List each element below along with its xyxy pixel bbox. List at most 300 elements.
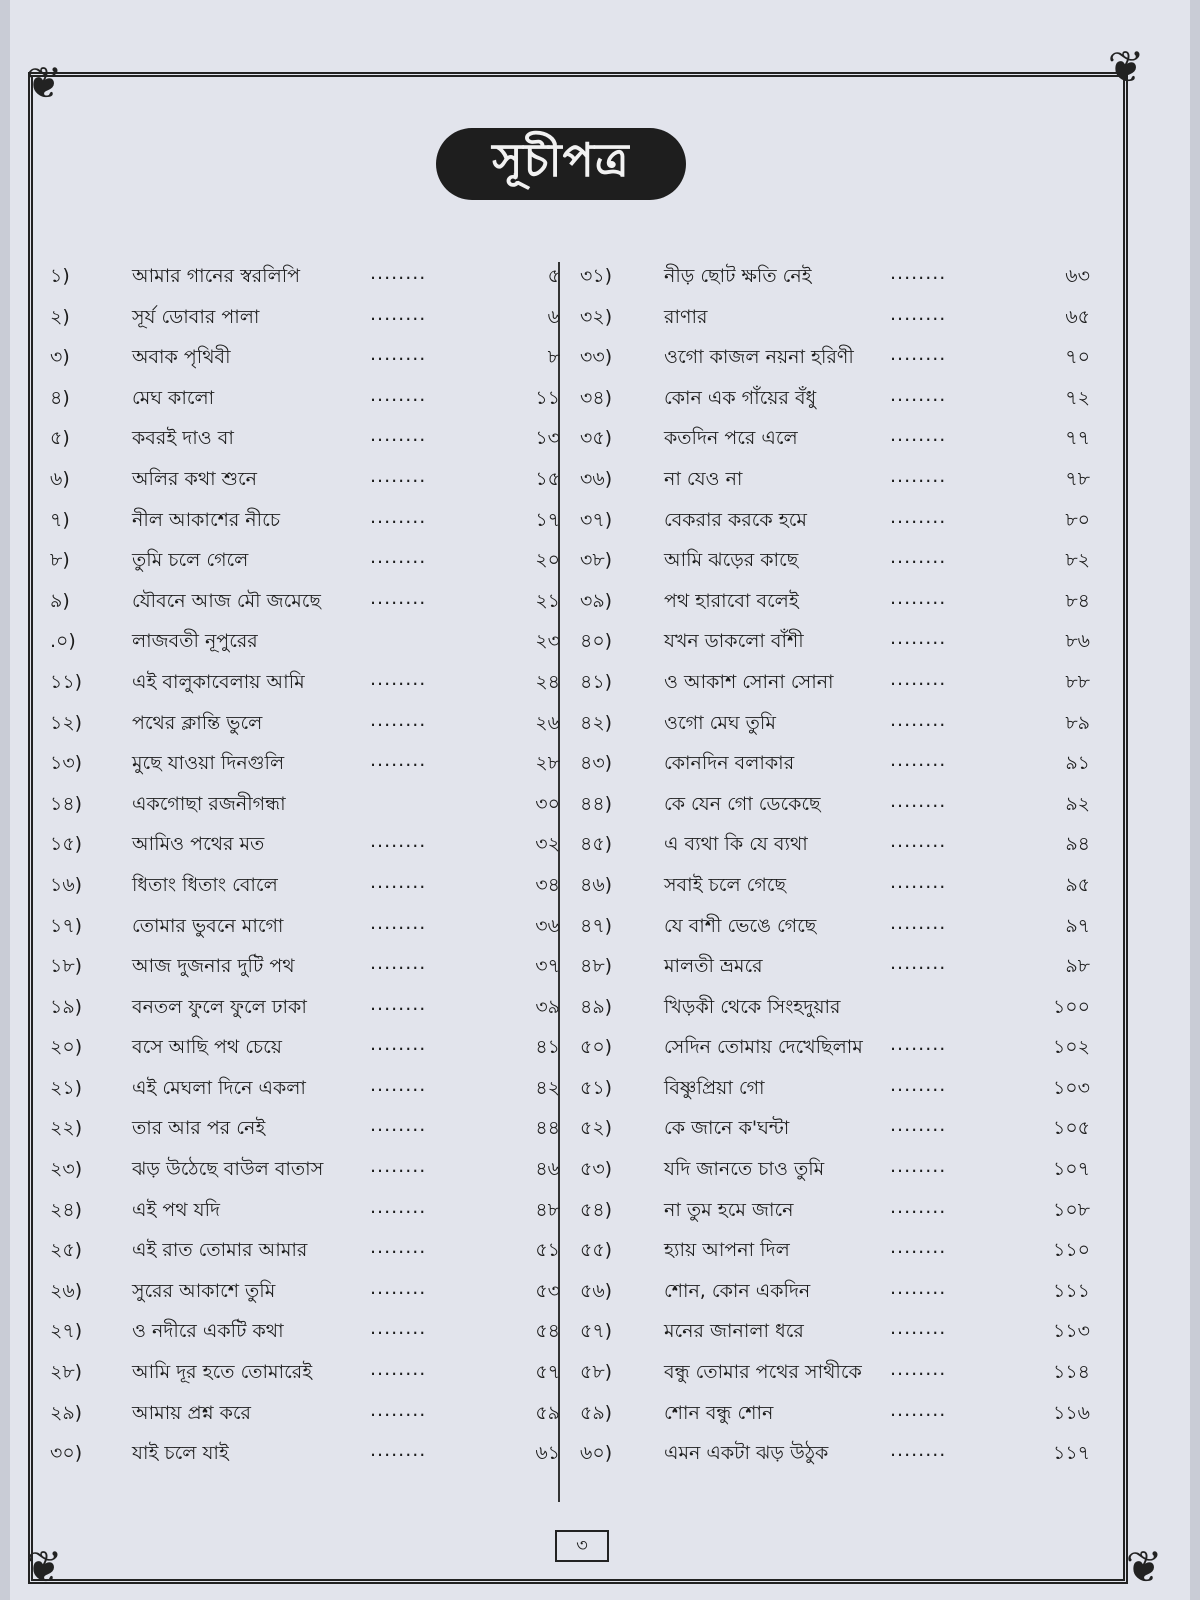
toc-entry (50, 418, 570, 459)
entry-leader-dots: ........ (370, 1073, 427, 1096)
entry-number: ১৭) (50, 914, 83, 937)
entry-title: পথ হারাবো বলেই (664, 589, 799, 612)
entry-leader-dots: ........ (370, 1195, 427, 1218)
entry-title: মুছে যাওয়া দিনগুলি (132, 752, 285, 775)
entry-page: ৩৬ (535, 914, 560, 937)
entry-page: ৬৩ (1065, 265, 1090, 287)
toc-entry (50, 297, 570, 338)
entry-title: যদি জানতে চাও তুমি (664, 1158, 825, 1181)
entry-title: আমি ঝড়ের কাছে (664, 549, 799, 572)
toc-entry (580, 1230, 1100, 1271)
book-page (10, 0, 1190, 1600)
corner-ornament-icon: ❦ (25, 58, 63, 109)
entry-leader-dots: ........ (370, 1033, 427, 1056)
toc-entry (580, 1149, 1100, 1190)
entry-title: ও নদীরে একটি কথা (132, 1320, 284, 1343)
entry-number: ৪৩) (580, 752, 613, 775)
toc-entry (50, 784, 570, 825)
entry-title: সবাই চলে গেছে (664, 873, 786, 896)
entry-number: ৫৫) (580, 1239, 613, 1262)
toc-entry (580, 1190, 1100, 1231)
entry-page: ৫৯ (535, 1401, 560, 1424)
entry-leader-dots: ........ (890, 1398, 947, 1421)
toc-entry (50, 743, 570, 784)
entry-leader-dots: ........ (370, 1155, 427, 1178)
entry-title: আমায় প্রশ্ন করে (132, 1401, 252, 1424)
entry-title: সেদিন তোমায় দেখেছিলাম (664, 1036, 863, 1059)
toc-left-column (50, 256, 570, 1474)
entry-leader-dots: ........ (890, 1155, 947, 1178)
toc-entry (50, 1108, 570, 1149)
entry-leader-dots: ........ (370, 505, 427, 528)
entry-title: তার আর পর নেই (132, 1117, 266, 1140)
toc-entry (580, 703, 1100, 744)
entry-title: ধিতাং ধিতাং বোলে (132, 873, 278, 896)
toc-entry (580, 1027, 1100, 1068)
entry-page: ১০২ (1052, 1036, 1090, 1059)
entry-leader-dots: ........ (370, 546, 427, 569)
toc-entry (50, 1352, 570, 1393)
entry-title: অবাক পৃথিবী (132, 346, 231, 369)
entry-number: ৪৭) (580, 914, 613, 937)
entry-title: বেকরার করকে হমে (664, 508, 807, 531)
entry-leader-dots: ........ (890, 464, 947, 487)
entry-leader-dots: ........ (890, 708, 947, 731)
entry-title: বসে আছি পথ চেয়ে (132, 1036, 282, 1059)
entry-number: ৩) (50, 346, 70, 369)
entry-number: ১৬) (50, 873, 83, 896)
entry-number: ৩৫) (580, 427, 613, 450)
toc-entry (580, 1352, 1100, 1393)
entry-page: ২৩ (535, 630, 560, 653)
entry-page: ১০৩ (1052, 1076, 1090, 1099)
entry-leader-dots: ........ (370, 464, 427, 487)
toc-entry (580, 824, 1100, 865)
entry-page: ৪৪ (535, 1117, 560, 1140)
entry-number: ৭) (50, 508, 70, 531)
toc-entry (50, 1068, 570, 1109)
toc-entry (50, 1271, 570, 1312)
toc-entry (580, 581, 1100, 622)
entry-title: এ ব্যথা কি যে ব্যথা (664, 833, 808, 856)
entry-title: যখন ডাকলো বাঁশী (664, 630, 804, 653)
entry-number: ২৯) (50, 1401, 83, 1424)
entry-title: বন্ধু তোমার পথের সাথীকে (664, 1361, 862, 1384)
entry-title: নীল আকাশের নীচে (132, 508, 280, 531)
entry-title: সূর্য ডোবার পালা (132, 305, 260, 328)
entry-number: ৪১) (580, 670, 613, 693)
entry-leader-dots: ........ (890, 586, 947, 609)
entry-page: ১৩ (535, 427, 560, 450)
entry-leader-dots: ........ (890, 911, 947, 934)
entry-page: ৭০ (1065, 346, 1090, 369)
entry-number: ৬) (50, 467, 70, 490)
toc-entry (50, 1393, 570, 1434)
entry-leader-dots: ........ (890, 952, 947, 975)
entry-number: ৯) (50, 589, 70, 612)
title-badge (436, 128, 686, 200)
entry-leader-dots: ........ (890, 627, 947, 650)
toc-entry (50, 1190, 570, 1231)
entry-number: ৩৩) (580, 346, 613, 369)
page-title: সূচীপত্র (492, 133, 630, 187)
entry-title: ঝড় উঠেছে বাউল বাতাস (132, 1158, 324, 1181)
entry-leader-dots: ........ (370, 952, 427, 975)
entry-page: ৬৫ (1065, 305, 1090, 328)
entry-number: ৫৬) (580, 1279, 613, 1302)
entry-leader-dots: ........ (890, 343, 947, 366)
entry-leader-dots: ........ (890, 870, 947, 893)
entry-number: ৪৫) (580, 833, 613, 856)
entry-number: ৩৭) (580, 508, 613, 531)
toc-entry (50, 500, 570, 541)
entry-title: কে যেন গো ডেকেছে (664, 792, 821, 815)
entry-title: মেঘ কালো (132, 386, 215, 409)
entry-leader-dots: ........ (370, 586, 427, 609)
entry-number: ১৮) (50, 955, 83, 978)
entry-page: ৩৭ (535, 955, 560, 978)
entry-title: এই মেঘলা দিনে একলা (132, 1076, 306, 1099)
toc-entry (580, 337, 1100, 378)
entry-number: ২২) (50, 1117, 83, 1140)
toc-entry (580, 378, 1100, 419)
entry-number: ৩০) (50, 1442, 83, 1465)
entry-title: কবরই দাও বা (132, 427, 234, 450)
entry-title: না তুম হমে জানে (664, 1198, 794, 1221)
entry-number: ৪০) (580, 630, 613, 653)
entry-leader-dots: ........ (370, 1358, 427, 1381)
toc-entry (580, 1108, 1100, 1149)
entry-number: ২১) (50, 1076, 83, 1099)
entry-number: ১৪) (50, 792, 83, 815)
entry-page: ৬ (547, 305, 560, 328)
entry-leader-dots: ........ (890, 830, 947, 853)
entry-page: ৭৮ (1065, 467, 1090, 490)
entry-leader-dots: ........ (370, 1439, 427, 1462)
entry-title: বিষ্ণুপ্রিয়া গো (664, 1076, 765, 1099)
entry-leader-dots: ........ (370, 343, 427, 366)
entry-leader-dots: ........ (370, 870, 427, 893)
toc-entry (50, 1433, 570, 1474)
entry-leader-dots: ........ (370, 830, 427, 853)
toc-entry (580, 297, 1100, 338)
entry-title: হ্যায় আপনা দিল (664, 1239, 790, 1262)
entry-page: ১১৩ (1052, 1320, 1090, 1343)
entry-title: যাই চলে যাই (132, 1442, 229, 1465)
toc-entry (580, 1068, 1100, 1109)
entry-leader-dots: ........ (890, 546, 947, 569)
entry-leader-dots: ........ (890, 789, 947, 812)
entry-page: ৭৭ (1065, 427, 1090, 450)
entry-title: লাজবতী নূপুরের (132, 630, 258, 653)
entry-title: ও আকাশ সোনা সোনা (664, 670, 834, 693)
entry-page: ৫৩ (535, 1279, 560, 1302)
entry-page: ৫১ (535, 1239, 560, 1262)
entry-number: ৫৭) (580, 1320, 613, 1343)
entry-leader-dots: ........ (370, 708, 427, 731)
entry-page: ২৮ (535, 752, 560, 775)
entry-page: ২১ (535, 589, 560, 612)
entry-number: ৩১) (580, 265, 613, 287)
entry-number: ৫) (50, 427, 70, 450)
entry-leader-dots: ........ (890, 424, 947, 447)
toc-entry (580, 865, 1100, 906)
toc-entry (50, 1027, 570, 1068)
entry-page: ৬১ (535, 1442, 560, 1465)
entry-number: ৪২) (580, 711, 613, 734)
entry-number: ৫৯) (580, 1401, 613, 1424)
entry-leader-dots: ........ (370, 424, 427, 447)
entry-title: আমিও পথের মত (132, 833, 265, 856)
entry-leader-dots: ........ (890, 1195, 947, 1218)
entry-title: কে জানে ক'ঘন্টা (664, 1117, 790, 1140)
entry-title: শোন, কোন একদিন (664, 1279, 811, 1302)
toc-entry (580, 906, 1100, 947)
entry-page: ৮ (547, 346, 560, 369)
entry-number: ৫৪) (580, 1198, 613, 1221)
entry-number: ৪৯) (580, 995, 613, 1018)
entry-title: এই পথ যদি (132, 1198, 220, 1221)
entry-leader-dots: ........ (370, 383, 427, 406)
entry-page: ৪৮ (535, 1198, 560, 1221)
entry-number: ৪) (50, 386, 70, 409)
entry-title: একগোছা রজনীগন্ধা (132, 792, 286, 815)
entry-title: মালতী ভ্রমরে (664, 955, 763, 978)
entry-title: সুরের আকাশে তুমি (132, 1279, 276, 1302)
toc-entry (50, 459, 570, 500)
entry-number: ৩৬) (580, 467, 613, 490)
entry-number: ২০) (50, 1036, 83, 1059)
entry-page: ১০৫ (1052, 1117, 1090, 1140)
entry-page: ৯৭ (1065, 914, 1090, 937)
entry-leader-dots: ........ (370, 749, 427, 772)
entry-title: আমি দূর হতে তোমারেই (132, 1361, 313, 1384)
entry-number: ১৫) (50, 833, 83, 856)
entry-title: রাণার (664, 305, 708, 328)
entry-leader-dots: ........ (890, 302, 947, 325)
entry-leader-dots: ........ (890, 1317, 947, 1340)
toc-entry (50, 581, 570, 622)
entry-page: ৮০ (1065, 508, 1090, 531)
toc-entry (50, 1311, 570, 1352)
entry-number: ৫১) (580, 1076, 613, 1099)
entry-page: ৪১ (535, 1036, 560, 1059)
entry-page: ৮২ (1065, 549, 1090, 572)
entry-leader-dots: ........ (890, 1073, 947, 1096)
entry-page: ৯৪ (1065, 833, 1090, 856)
entry-title: কোন এক গাঁয়ের বঁধু (664, 386, 817, 409)
entry-number: ৩২) (580, 305, 613, 328)
entry-title: তোমার ভুবনে মাগো (132, 914, 284, 937)
entry-number: ৮) (50, 549, 70, 572)
entry-page: ১০৮ (1052, 1198, 1090, 1221)
toc-entry (50, 621, 570, 662)
toc-entry (50, 337, 570, 378)
entry-page: ৯৫ (1065, 873, 1090, 896)
entry-title: অলির কথা শুনে (132, 467, 258, 490)
entry-page: ৩৯ (535, 995, 560, 1018)
entry-page: ১০০ (1052, 995, 1090, 1018)
entry-leader-dots: ........ (370, 1236, 427, 1259)
toc-entry (50, 906, 570, 947)
entry-number: ৪৮) (580, 955, 613, 978)
entry-page: ১১০ (1052, 1239, 1090, 1262)
entry-page: ৩৪ (535, 873, 560, 896)
entry-leader-dots: ........ (370, 1114, 427, 1137)
entry-title: শোন বন্ধু শোন (664, 1401, 774, 1424)
entry-page: ১৭ (535, 508, 560, 531)
toc-entry (50, 987, 570, 1028)
toc-entry (50, 824, 570, 865)
entry-number: ৩৯) (580, 589, 613, 612)
entry-number: ২৭) (50, 1320, 83, 1343)
toc-entry (580, 1271, 1100, 1312)
entry-page: ১১৬ (1052, 1401, 1090, 1424)
entry-number: ২৫) (50, 1239, 83, 1262)
entry-page: ১৫ (535, 467, 560, 490)
entry-leader-dots: ........ (370, 302, 427, 325)
entry-title: যে বাশী ভেঙে গেছে (664, 914, 817, 937)
entry-leader-dots: ........ (890, 667, 947, 690)
entry-title: ওগো কাজল নয়না হরিণী (664, 346, 854, 369)
entry-title: খিড়কী থেকে সিংহদুয়ার (664, 995, 841, 1018)
entry-leader-dots: ........ (370, 1317, 427, 1340)
entry-leader-dots: ........ (370, 1398, 427, 1421)
toc-entry (580, 1433, 1100, 1474)
entry-page: ৫৪ (535, 1320, 560, 1343)
entry-page: ৫ (547, 265, 560, 287)
entry-number: ৬০) (580, 1442, 613, 1465)
entry-title: যৌবনে আজ মৌ জমেছে (132, 589, 321, 612)
entry-title: এই রাত তোমার আমার (132, 1239, 308, 1262)
entry-title: বনতল ফুলে ফুলে ঢাকা (132, 995, 307, 1018)
entry-page: ৪২ (535, 1076, 560, 1099)
entry-page: ১১১ (1053, 1279, 1090, 1302)
toc-entry (580, 662, 1100, 703)
entry-leader-dots: ........ (370, 992, 427, 1015)
toc-entry (580, 1393, 1100, 1434)
entry-title: নীড় ছোট ক্ষতি নেই (664, 265, 812, 287)
toc-entry (50, 1230, 570, 1271)
entry-title: এমন একটা ঝড় উঠুক (664, 1442, 829, 1465)
entry-page: ৯৮ (1065, 955, 1090, 978)
entry-number: ১১) (50, 670, 83, 693)
entry-page: ৯২ (1065, 792, 1090, 815)
entry-leader-dots: ........ (890, 749, 947, 772)
toc-entry (580, 987, 1100, 1028)
entry-number: ১৩) (50, 752, 83, 775)
entry-page: ১০৭ (1052, 1158, 1090, 1181)
toc-entry (580, 540, 1100, 581)
entry-page: ৪৬ (535, 1158, 560, 1181)
entry-title: পথের ক্লান্তি ভুলে (132, 711, 263, 734)
entry-page: ৩০ (535, 792, 560, 815)
entry-title: এই বালুকাবেলায় আমি (132, 670, 305, 693)
entry-title: কোনদিন বলাকার (664, 752, 795, 775)
corner-ornament-icon: ❦ (1125, 1542, 1163, 1593)
toc-entry (50, 703, 570, 744)
entry-number: ২৮) (50, 1361, 83, 1384)
toc-entry (580, 1311, 1100, 1352)
entry-page: ৭২ (1065, 386, 1090, 409)
entry-leader-dots: ........ (370, 1276, 427, 1299)
page-number: ৩ (555, 1530, 609, 1562)
entry-number: ২৬) (50, 1279, 83, 1302)
toc-entry (580, 621, 1100, 662)
corner-ornament-icon: ❦ (1107, 42, 1145, 93)
entry-title: তুমি চলে গেলে (132, 549, 249, 572)
toc-entry (50, 540, 570, 581)
entry-number: ৪৬) (580, 873, 613, 896)
entry-leader-dots: ........ (890, 1276, 947, 1299)
entry-leader-dots: ........ (890, 1033, 947, 1056)
entry-title: মনের জানালা ধরে (664, 1320, 804, 1343)
entry-leader-dots: ........ (370, 262, 427, 284)
entry-title: আজ দুজনার দুটি পথ (132, 955, 295, 978)
entry-page: ৩২ (535, 833, 560, 856)
toc-entry (580, 459, 1100, 500)
entry-number: ৪৪) (580, 792, 613, 815)
entry-page: ৫৭ (535, 1361, 560, 1384)
entry-number: ৩৪) (580, 386, 613, 409)
entry-title: আমার গানের স্বরলিপি (132, 265, 301, 287)
entry-leader-dots: ........ (890, 262, 947, 284)
corner-ornament-icon: ❦ (25, 1542, 63, 1593)
entry-title: ওগো মেঘ তুমি (664, 711, 776, 734)
entry-number: ১) (50, 265, 70, 287)
entry-page: ৮৪ (1065, 589, 1090, 612)
entry-leader-dots: ........ (890, 383, 947, 406)
entry-number: ৫৮) (580, 1361, 613, 1384)
entry-number: ১৯) (50, 995, 83, 1018)
entry-leader-dots: ........ (890, 505, 947, 528)
entry-page: ৮৮ (1065, 670, 1090, 693)
entry-leader-dots: ........ (890, 1236, 947, 1259)
entry-number: ৫২) (580, 1117, 613, 1140)
toc-entry (580, 418, 1100, 459)
entry-number: .০) (50, 630, 76, 653)
entry-number: ২) (50, 305, 70, 328)
entry-title: কতদিন পরে এলে (664, 427, 798, 450)
toc-entry (580, 743, 1100, 784)
entry-page: ৯১ (1065, 752, 1090, 775)
entry-number: ৫০) (580, 1036, 613, 1059)
entry-page: ৮৬ (1065, 630, 1090, 653)
toc-entry (50, 1149, 570, 1190)
entry-page: ২৪ (535, 670, 560, 693)
entry-leader-dots: ........ (370, 911, 427, 934)
toc-entry (580, 784, 1100, 825)
entry-number: ১২) (50, 711, 83, 734)
entry-page: ১১ (535, 386, 560, 409)
entry-page: ২৬ (535, 711, 560, 734)
toc-entry (50, 946, 570, 987)
toc-entry (580, 946, 1100, 987)
toc-right-column (580, 256, 1100, 1474)
entry-number: ২৩) (50, 1158, 83, 1181)
entry-leader-dots: ........ (890, 1439, 947, 1462)
entry-page: ৮৯ (1065, 711, 1090, 734)
entry-page: ১১৭ (1052, 1442, 1090, 1465)
toc-entry (50, 865, 570, 906)
entry-title: না যেও না (664, 467, 743, 490)
entry-page: ১১৪ (1053, 1361, 1090, 1384)
toc-entry (50, 378, 570, 419)
toc-entry (50, 256, 570, 297)
entry-leader-dots: ........ (370, 667, 427, 690)
entry-leader-dots: ........ (890, 1358, 947, 1381)
toc-entry (580, 256, 1100, 297)
